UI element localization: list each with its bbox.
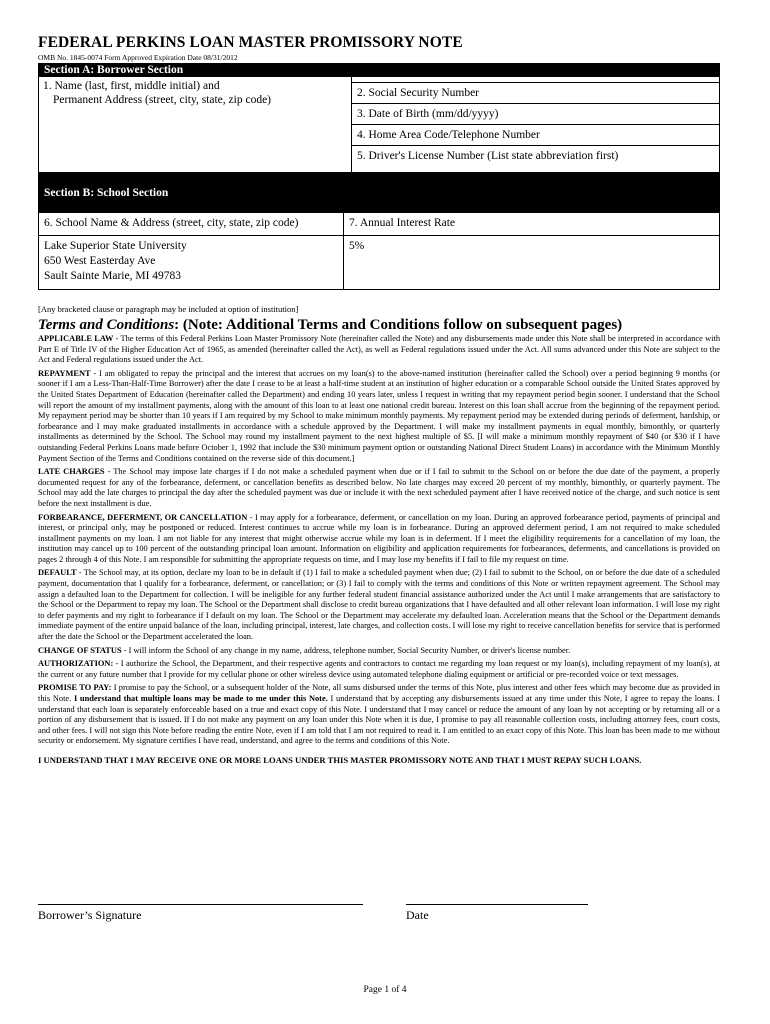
- change-of-status-heading: CHANGE OF STATUS: [38, 645, 122, 655]
- signature-row: [38, 904, 720, 934]
- forbearance-paragraph: [38, 513, 720, 566]
- school-section: [38, 213, 720, 290]
- terms-title-italic: Terms and Conditions: [38, 317, 175, 333]
- promise-to-pay-heading: PROMISE TO PAY:: [38, 683, 112, 693]
- promissory-note-page: [38, 34, 721, 922]
- name-address-label-2: Permanent Address (street, city, state, zip code): [53, 94, 272, 106]
- omb-info: OMB No. 1845-0074 Form Approved Expiration Date 08/31/2012: [38, 53, 238, 62]
- understand-statement: I UNDERSTAND THAT I MAY RECEIVE ONE OR MORE LOANS UNDER THIS MASTER PROMISSORY NOTE AND THAT I MUST REPAY SUCH LOANS.: [38, 754, 642, 765]
- school-city: Sault Sainte Marie, MI 49783: [44, 270, 182, 282]
- ssn-field[interactable]: 2. Social Security Number: [352, 82, 719, 104]
- default-paragraph: [38, 568, 720, 642]
- forbearance-text: - I may apply for a forbearance, deferment, or cancellation on my loan. During an approved forbearance period, payments of principal and interest, or principal only, may be postponed or reduced. Interest continues to accrue while my loan is in forbearance. During an approved deferment period, I am not required to make scheduled installment payments on my loan. I am not liable for any interest that might otherwise accrue while my loan is in deferment. If I meet the eligibility requirements for a cancellation of my loan, the institution may cancel up to 100 percent of the outstanding principal loan amount. Information on eligibility and application requirements for forbearances, deferments, and cancellations is provided on pages 2 through 4 of this Note. I am responsible for submitting the appropriate requests on time, and I may lose my benefits if I fail to file my request on time.: [38, 512, 720, 564]
- date-line[interactable]: [406, 904, 588, 905]
- interest-rate-value: 5%: [349, 240, 365, 252]
- page-number: Page 1 of 4: [363, 985, 407, 995]
- school-street: 650 West Easterday Ave: [44, 255, 156, 267]
- authorization-text: - I authorize the School, the Department, and their respective agents and contractors to contact me regarding my loan request or my loan(s), including repayment of my loan(s), at the current or any future number that I provide for my cellular phone or other wireless device using automated telephone dialing equipment or artificial or pre-recorded voice or text messages.: [38, 659, 720, 679]
- terms-title: [38, 317, 720, 334]
- school-address-label: 6. School Name & Address (street, city, state, zip code): [39, 213, 343, 236]
- section-a-header: Section A: Borrower Section: [38, 63, 720, 77]
- applicable-law-paragraph: [38, 334, 720, 366]
- repayment-heading: REPAYMENT: [38, 368, 91, 378]
- name-address-field[interactable]: [39, 77, 352, 172]
- borrower-signature-line[interactable]: [38, 904, 363, 905]
- document-title: FEDERAL PERKINS LOAN MASTER PROMISSORY NOTE: [38, 34, 463, 51]
- repayment-text: - I am obligated to repay the principal and the interest that accrues on my loan(s) to the above-named institution (hereinafter called the School) over a period beginning 9 months (or sooner if I am a Less-Than-Half-Time Borrower) after the date I cease to be at least a half-time student at an institution of higher education or a comparable School outside the United States approved by the United States Department of Education (hereinafter called the Department) and ending 10 years later, unless I request in writing that my repayment period begin sooner. I understand that the School will report the amount of my installment payments, along with the amount of this loan to at least one national credit bureau. Interest on this loan shall accrue from the beginning of the repayment period. My repayment period may be shorter than 10 years if I am required by my School to make minimum monthly payments. My repayment period may be extended during periods of deferment, hardship, or forbearance and I may make graduated installments in accordance with a schedule approved by the Department. I will make my installment payments in equal monthly, bimonthly, or quarterly installments as determined by the School. The School may round my installment payment to the next highest multiple of $5. [I will make a minimum monthly repayment of $40 (or $30 if I have outstanding Federal Perkins Loans made before October 1, 1992 that include the $30 minimum payment option or outstanding National Direct Student Loans) in accordance with the Minimum Monthly Payment Section of the Terms and Conditions contained on the reverse side of this document.]: [38, 368, 720, 463]
- applicable-law-text: - The terms of this Federal Perkins Loan Master Promissory Note (hereinafter called the Note) and any disbursements made under this Note shall be interpreted in accordance with Part E of Title IV of the Higher Education Act of 1965, as amended (hereinafter called the Act), as well as Federal regulations issued under the Act. All sums advanced under this Note are subject to the Act and Federal regulations issued under the Act.: [38, 334, 721, 365]
- name-address-label-1: 1. Name (last, first, middle initial) and: [43, 80, 220, 92]
- applicable-law-heading: APPLICABLE LAW: [38, 334, 114, 343]
- terms-title-rest: : (Note: Additional Terms and Conditions follow on subsequent pages): [174, 317, 623, 333]
- drivers-license-field[interactable]: 5. Driver's License Number (List state abbreviation first): [357, 150, 619, 162]
- school-name: Lake Superior State University: [44, 240, 187, 252]
- dob-field[interactable]: 3. Date of Birth (mm/dd/yyyy): [352, 104, 719, 125]
- promise-to-pay-paragraph: [38, 683, 720, 747]
- late-charges-heading: LATE CHARGES: [38, 467, 105, 477]
- forbearance-heading: FORBEARANCE, DEFERMENT, OR CANCELLATION: [38, 512, 248, 522]
- phone-field[interactable]: 4. Home Area Code/Telephone Number: [352, 125, 719, 146]
- promise-to-pay-bold: I understand that multiple loans may be made to me under this Note.: [73, 694, 328, 703]
- change-of-status-paragraph: [38, 646, 720, 657]
- borrower-section: [38, 77, 720, 173]
- authorization-heading: AUTHORIZATION:: [38, 659, 114, 669]
- borrower-signature-label: Borrower’s Signature: [38, 908, 142, 922]
- section-b-header: Section B: School Section: [38, 173, 720, 213]
- interest-rate-label: 7. Annual Interest Rate: [344, 213, 719, 236]
- default-text: - The School may, at its option, declare my loan to be in default if (1) I fail to make a scheduled payment when due; (2) I fail to submit to the School, on or before the due date of a scheduled payment, documentation that I qualify for a forbearance, deferment, or cancellation; or (3) I fail to comply with the terms and conditions of this Note or written repayment agreement. The School may assign a defaulted loan to the Department for collection. I will be ineligible for any further federal student financial assistance authorized under the Act until I make arrangements that are satisfactory to the School or the Department to repay my loan. The School or the Department shall disclose to credit bureau organizations that I have defaulted and all other relevant loan information. I will lose my right to defer payments and my right to forbearance if I default on my loan. The School or the Department may accelerate my defaulted loan. Acceleration means that the School or the Department demands immediate payment of the entire unpaid balance of the loan, including principal, interest, late charges, and collection costs. I will lose my right to receive cancellation benefits for service that is performed after the date the School or the Department accelerated the loan.: [38, 568, 720, 642]
- date-label: Date: [406, 908, 429, 922]
- late-charges-text: - The School may impose late charges if I do not make a scheduled payment when due or if I fail to submit to the School on or before the due date of the payment, a properly documented request for any of the forbearance, deferment, or cancellation benefits as described below. No late charges may exceed 20 percent of my monthly, bimonthly, or quarterly payment. The School may add the late charges to principal the day after the scheduled payment was due or include it with the next scheduled payment after I have received notice of the charge, and such notice is sent before the next installment is due.: [38, 467, 720, 508]
- promise-to-pay-text-2: I understand that by accepting any disbursements issued at any time under this Note, I agree to repay the loans. I understand that each loan is separately enforceable based on a true and exact copy of this Note. I understand that I may cancel or reduce the amount of any loan by not accepting or by returning all or a portion of any disbursement that is issued. If I do not make any payment on any loan under this Note when it is due, I promise to pay all reasonable collection costs, including attorney fees, court costs, and other fees. I will not sign this Note before reading the entire Note, even if I am told that I am not required to read it. I am entitled to an exact copy of this Note. This loan has been made to me without security or endorsement. My signature certifies I have read, understand, and agree to the terms and conditions of this Note.: [38, 694, 720, 746]
- promise-to-pay-text-1: I promise to pay the School, or a subsequent holder of the Note, all sums disbursed under the terms of this Note, plus interest and other fees which may become due as provided in this Note.: [38, 683, 720, 703]
- default-heading: DEFAULT: [38, 568, 77, 578]
- late-charges-paragraph: [38, 467, 720, 509]
- authorization-paragraph: [38, 659, 720, 680]
- school-address-value: [39, 236, 343, 287]
- change-of-status-text: - I will inform the School of any change in my name, address, telephone number, Social Security Number, or driver's license number.: [121, 645, 571, 655]
- bracket-note: [Any bracketed clause or paragraph may be included at option of institution]: [38, 304, 299, 314]
- repayment-paragraph: [38, 369, 720, 464]
